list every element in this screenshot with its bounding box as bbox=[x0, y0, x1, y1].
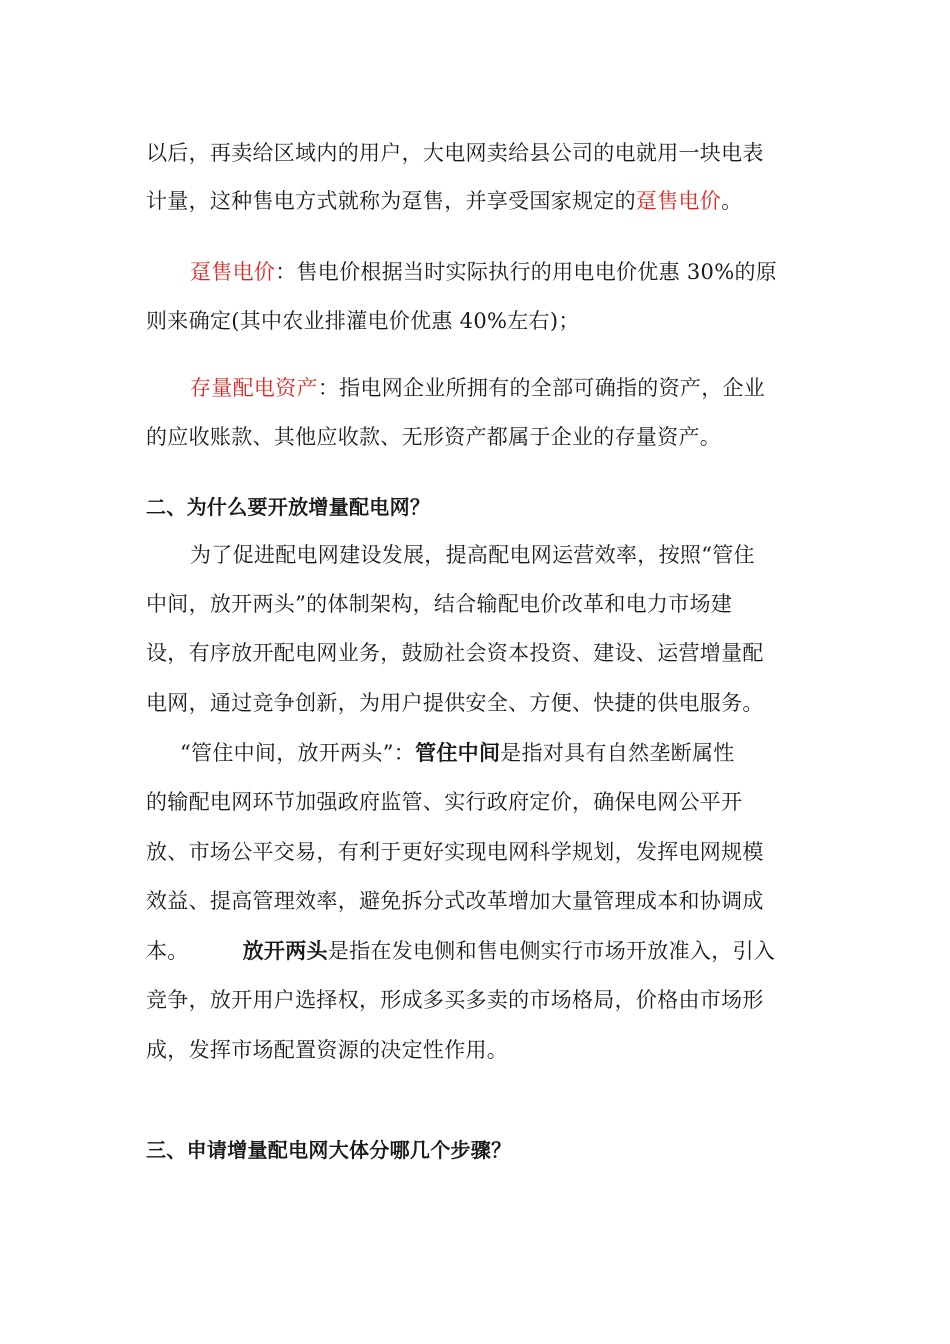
text: 的输配电网环节加强政府监管、实行政府定价，确保电网公平开 bbox=[146, 790, 743, 814]
paragraph-line bbox=[190, 540, 816, 570]
text: ：指电网企业所拥有的全部可确指的资产，企业 bbox=[317, 376, 766, 400]
paragraph-line bbox=[146, 1035, 816, 1065]
text: 则来确定(其中农业排灌电价优惠 40%左右)； bbox=[146, 309, 580, 333]
paragraph-line bbox=[146, 985, 816, 1015]
text: 设，有序放开配电网业务，鼓励社会资本投资、建设、运营增量配 bbox=[146, 641, 764, 665]
text: 以后，再卖给区域内的用户，大电网卖给县公司的电就用一块电表 bbox=[146, 141, 764, 165]
text: 电网，通过竞争创新，为用户提供安全、方便、快捷的供电服务。 bbox=[146, 691, 764, 715]
paragraph-line bbox=[190, 257, 816, 287]
highlighted-term: 趸售电价 bbox=[190, 260, 276, 284]
paragraph-line bbox=[146, 186, 816, 216]
paragraph-line bbox=[146, 886, 816, 916]
paragraph-line bbox=[180, 738, 816, 768]
highlighted-term: 存量配电资产 bbox=[190, 376, 318, 400]
text: 效益、提高管理效率，避免拆分式改革增加大量管理成本和协调成 bbox=[146, 889, 764, 913]
text: ：售电价根据当时实际执行的用电电价优惠 30%的原 bbox=[275, 260, 778, 284]
section-heading: 二、为什么要开放增量配电网？ bbox=[146, 495, 431, 519]
text: “管住中间，放开两头”： bbox=[180, 741, 416, 765]
paragraph-line bbox=[146, 589, 816, 619]
paragraph-line bbox=[146, 688, 816, 718]
text: 。 bbox=[721, 189, 743, 213]
paragraph-line bbox=[146, 422, 816, 452]
text: 为了促进配电网建设发展，提高配电网运营效率，按照“管住 bbox=[190, 543, 755, 567]
paragraph-line bbox=[146, 936, 816, 966]
bold-term: 管住中间 bbox=[415, 741, 501, 765]
text: 计量，这种售电方式就称为趸售，并享受国家规定的 bbox=[146, 189, 636, 213]
text: 成，发挥市场配置资源的决定性作用。 bbox=[146, 1038, 509, 1062]
section-heading: 三、申请增量配电网大体分哪几个步骤？ bbox=[146, 1138, 512, 1162]
text: 竞争，放开用户选择权，形成多买多卖的市场格局，价格由市场形 bbox=[146, 988, 764, 1012]
paragraph-line bbox=[146, 638, 816, 668]
highlighted-term: 趸售电价 bbox=[635, 189, 722, 213]
text: 是指对具有自然垄断属性 bbox=[500, 741, 735, 765]
paragraph-line bbox=[146, 138, 816, 168]
text: 中间，放开两头”的体制架构，结合输配电价改革和电力市场建 bbox=[146, 592, 733, 616]
paragraph-line bbox=[146, 306, 816, 336]
text: 是指在发电侧和售电侧实行市场开放准入，引入 bbox=[327, 939, 776, 963]
paragraph-line bbox=[146, 787, 816, 817]
bold-term: 放开两头 bbox=[242, 939, 328, 963]
text: 的应收账款、其他应收款、无形资产都属于企业的存量资产。 bbox=[146, 425, 722, 449]
text: 本。 bbox=[146, 939, 189, 963]
text: 放、市场公平交易，有利于更好实现电网科学规划，发挥电网规模 bbox=[146, 840, 764, 864]
paragraph-line bbox=[190, 373, 816, 403]
paragraph-line bbox=[146, 837, 816, 867]
